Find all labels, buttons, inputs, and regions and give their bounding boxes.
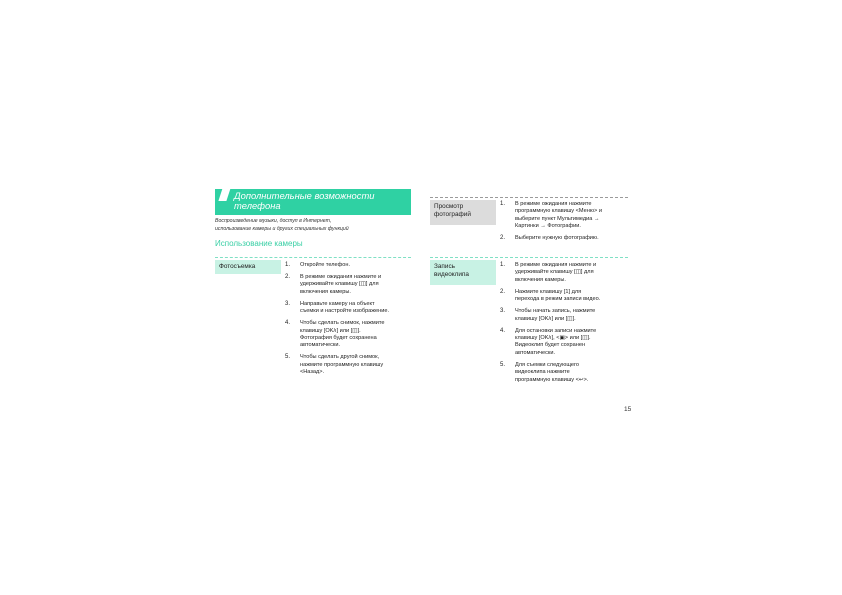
block-label-photo: [215, 260, 281, 274]
step-number: 1.: [500, 262, 506, 268]
step-text: нажмите программную клавишу: [300, 361, 384, 368]
chapter-subtitle: [215, 217, 415, 233]
step-text: Выберите нужную фотографию.: [515, 235, 599, 242]
step-text: клавишу [OK/ı] или [◫].: [300, 327, 361, 334]
step-text: Чтобы начать запись, нажмите: [515, 308, 596, 315]
step-text: Направьте камеру на объект: [300, 300, 375, 307]
step-number: 2.: [285, 274, 291, 280]
step-number: 4.: [500, 327, 506, 334]
step-text: съемки и настройте изображение.: [300, 308, 390, 315]
step-text: программную клавишу <↩>.: [515, 376, 589, 383]
list-item: [500, 328, 630, 358]
divider: [430, 197, 628, 198]
step-text: Откройте телефон.: [300, 262, 351, 268]
step-text: Чтобы сделать снимок, нажмите: [300, 320, 385, 327]
list-item: [500, 235, 630, 242]
step-text: Для остановки записи нажмите: [515, 327, 597, 334]
step-number: 2.: [500, 288, 506, 295]
subtitle-line: Воспроизведение музыки, доступ в Интернет,: [215, 218, 332, 224]
list-item: [500, 262, 630, 284]
step-text: клавишу [OK/ı], <▣> или [◫].: [515, 335, 591, 342]
step-text: <Назад>.: [300, 369, 325, 376]
chapter-title: [234, 191, 374, 211]
step-text: клавишу [OK/ı] или [◫].: [515, 315, 576, 322]
view-photos-steps: [500, 201, 630, 247]
step-text: автоматически.: [300, 342, 341, 349]
list-item: [285, 301, 413, 316]
list-item: [500, 201, 630, 231]
step-text: Чтобы сделать другой снимок,: [300, 354, 380, 361]
chapter-title-line: Дополнительные возможности: [234, 190, 375, 201]
divider: [430, 257, 628, 258]
step-text: В режиме ожидания нажмите и: [515, 262, 597, 268]
page-number: 15: [624, 406, 632, 413]
chapter-title-line: телефона: [234, 200, 281, 211]
step-text: Нажмите клавишу [1] для: [515, 288, 582, 295]
step-text: включения камеры.: [515, 276, 566, 283]
step-text: выберите пункт Мультимедиа →: [515, 215, 600, 222]
step-number: 1.: [500, 201, 506, 207]
step-text: В режиме ожидания нажмите: [515, 201, 592, 207]
photo-steps: [285, 262, 413, 381]
step-text: видеоклипа нажмите: [515, 369, 570, 376]
chapter-banner: [215, 189, 411, 215]
list-item: [500, 362, 630, 384]
step-text: удерживайте клавишу [◫] для: [515, 269, 594, 276]
step-text: автоматически.: [515, 349, 556, 356]
divider: [215, 257, 411, 258]
record-video-steps: [500, 262, 630, 389]
step-text: Картинки → Фотографии.: [515, 223, 581, 230]
block-label-view-photos: [430, 200, 496, 225]
list-item: [285, 320, 413, 350]
step-text: Для съемки следующего: [515, 361, 579, 368]
step-number: 5.: [500, 361, 506, 368]
step-text: Видеоклип будет сохранен: [515, 342, 586, 349]
block-label-record-video: [430, 260, 496, 285]
step-number: 3.: [500, 308, 506, 315]
step-text: Фотография будет сохранена: [300, 335, 377, 342]
step-text: включения камеры.: [300, 288, 351, 295]
block-label-line: видеоклипа: [434, 271, 469, 278]
block-label-line: фотографий: [434, 211, 471, 218]
step-number: 3.: [285, 300, 291, 307]
step-number: 5.: [285, 354, 291, 361]
step-text: В режиме ожидания нажмите и: [300, 274, 382, 280]
list-item: [285, 274, 413, 296]
step-number: 1.: [285, 262, 291, 268]
banner-accent-icon: [218, 185, 231, 201]
list-item: [285, 354, 413, 376]
block-label-line: Просмотр: [434, 203, 464, 210]
list-item: [500, 308, 630, 323]
step-text: программную клавишу <Меню> и: [515, 208, 602, 215]
block-label-line: Запись: [434, 263, 455, 270]
step-number: 2.: [500, 235, 506, 242]
list-item: [285, 262, 413, 269]
block-label-line: Фотосъемка: [219, 263, 256, 270]
subtitle-line: использование камеры и других специальных функций: [215, 226, 349, 232]
section-heading: Использование камеры: [215, 239, 303, 248]
step-number: 4.: [285, 320, 291, 327]
list-item: [500, 289, 630, 304]
step-text: перехода в режим записи видео.: [515, 296, 601, 303]
step-text: удерживайте клавишу [◫] для: [300, 281, 379, 288]
